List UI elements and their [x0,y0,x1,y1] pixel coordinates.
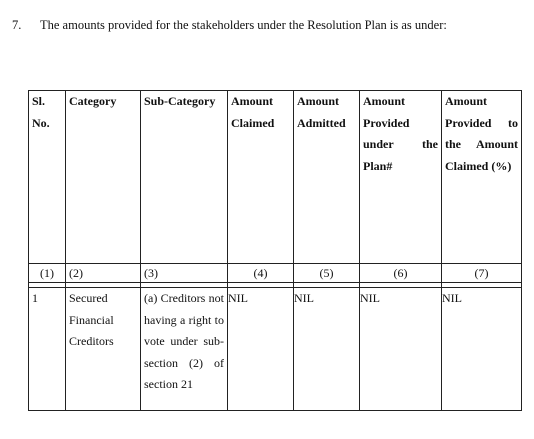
index-cell: (7) [442,264,522,283]
header-amount-claimed: Amount Claimed [228,91,294,264]
index-cell: (6) [360,264,442,283]
paragraph [12,18,447,33]
cell-sub-category: (a) Creditors not having a right to vote under sub-section (2) of section 21 [141,288,228,411]
header-amount-provided: Amount Provided under the Plan# [360,91,442,264]
cell-claimed: NIL [228,288,294,411]
index-cell: (5) [294,264,360,283]
index-cell: (3) [141,264,228,283]
cell-provided: NIL [360,288,442,411]
header-amount-admitted: Amount Admitted [294,91,360,264]
cell-category: Secured Financial Creditors [66,288,141,411]
paragraph-number: 7. [12,18,22,32]
header-sl-no: Sl. No. [29,91,66,264]
cell-sl: 1 [29,288,66,411]
header-category: Category [66,91,141,264]
index-cell: (4) [228,264,294,283]
header-amount-percent: Amount Provided to the Amount Claimed (%) [442,91,522,264]
paragraph-text: The amounts provided for the stakeholders under the Resolution Plan is as under: [40,18,447,32]
cell-admitted: NIL [294,288,360,411]
header-sub-category: Sub-Category [141,91,228,264]
table-row [29,288,522,411]
cell-percent: NIL [442,288,522,411]
resolution-plan-table [28,90,522,411]
index-cell: (2) [66,264,141,283]
table-header-row [29,91,522,264]
table-index-row [29,264,522,283]
index-cell: (1) [29,264,66,283]
